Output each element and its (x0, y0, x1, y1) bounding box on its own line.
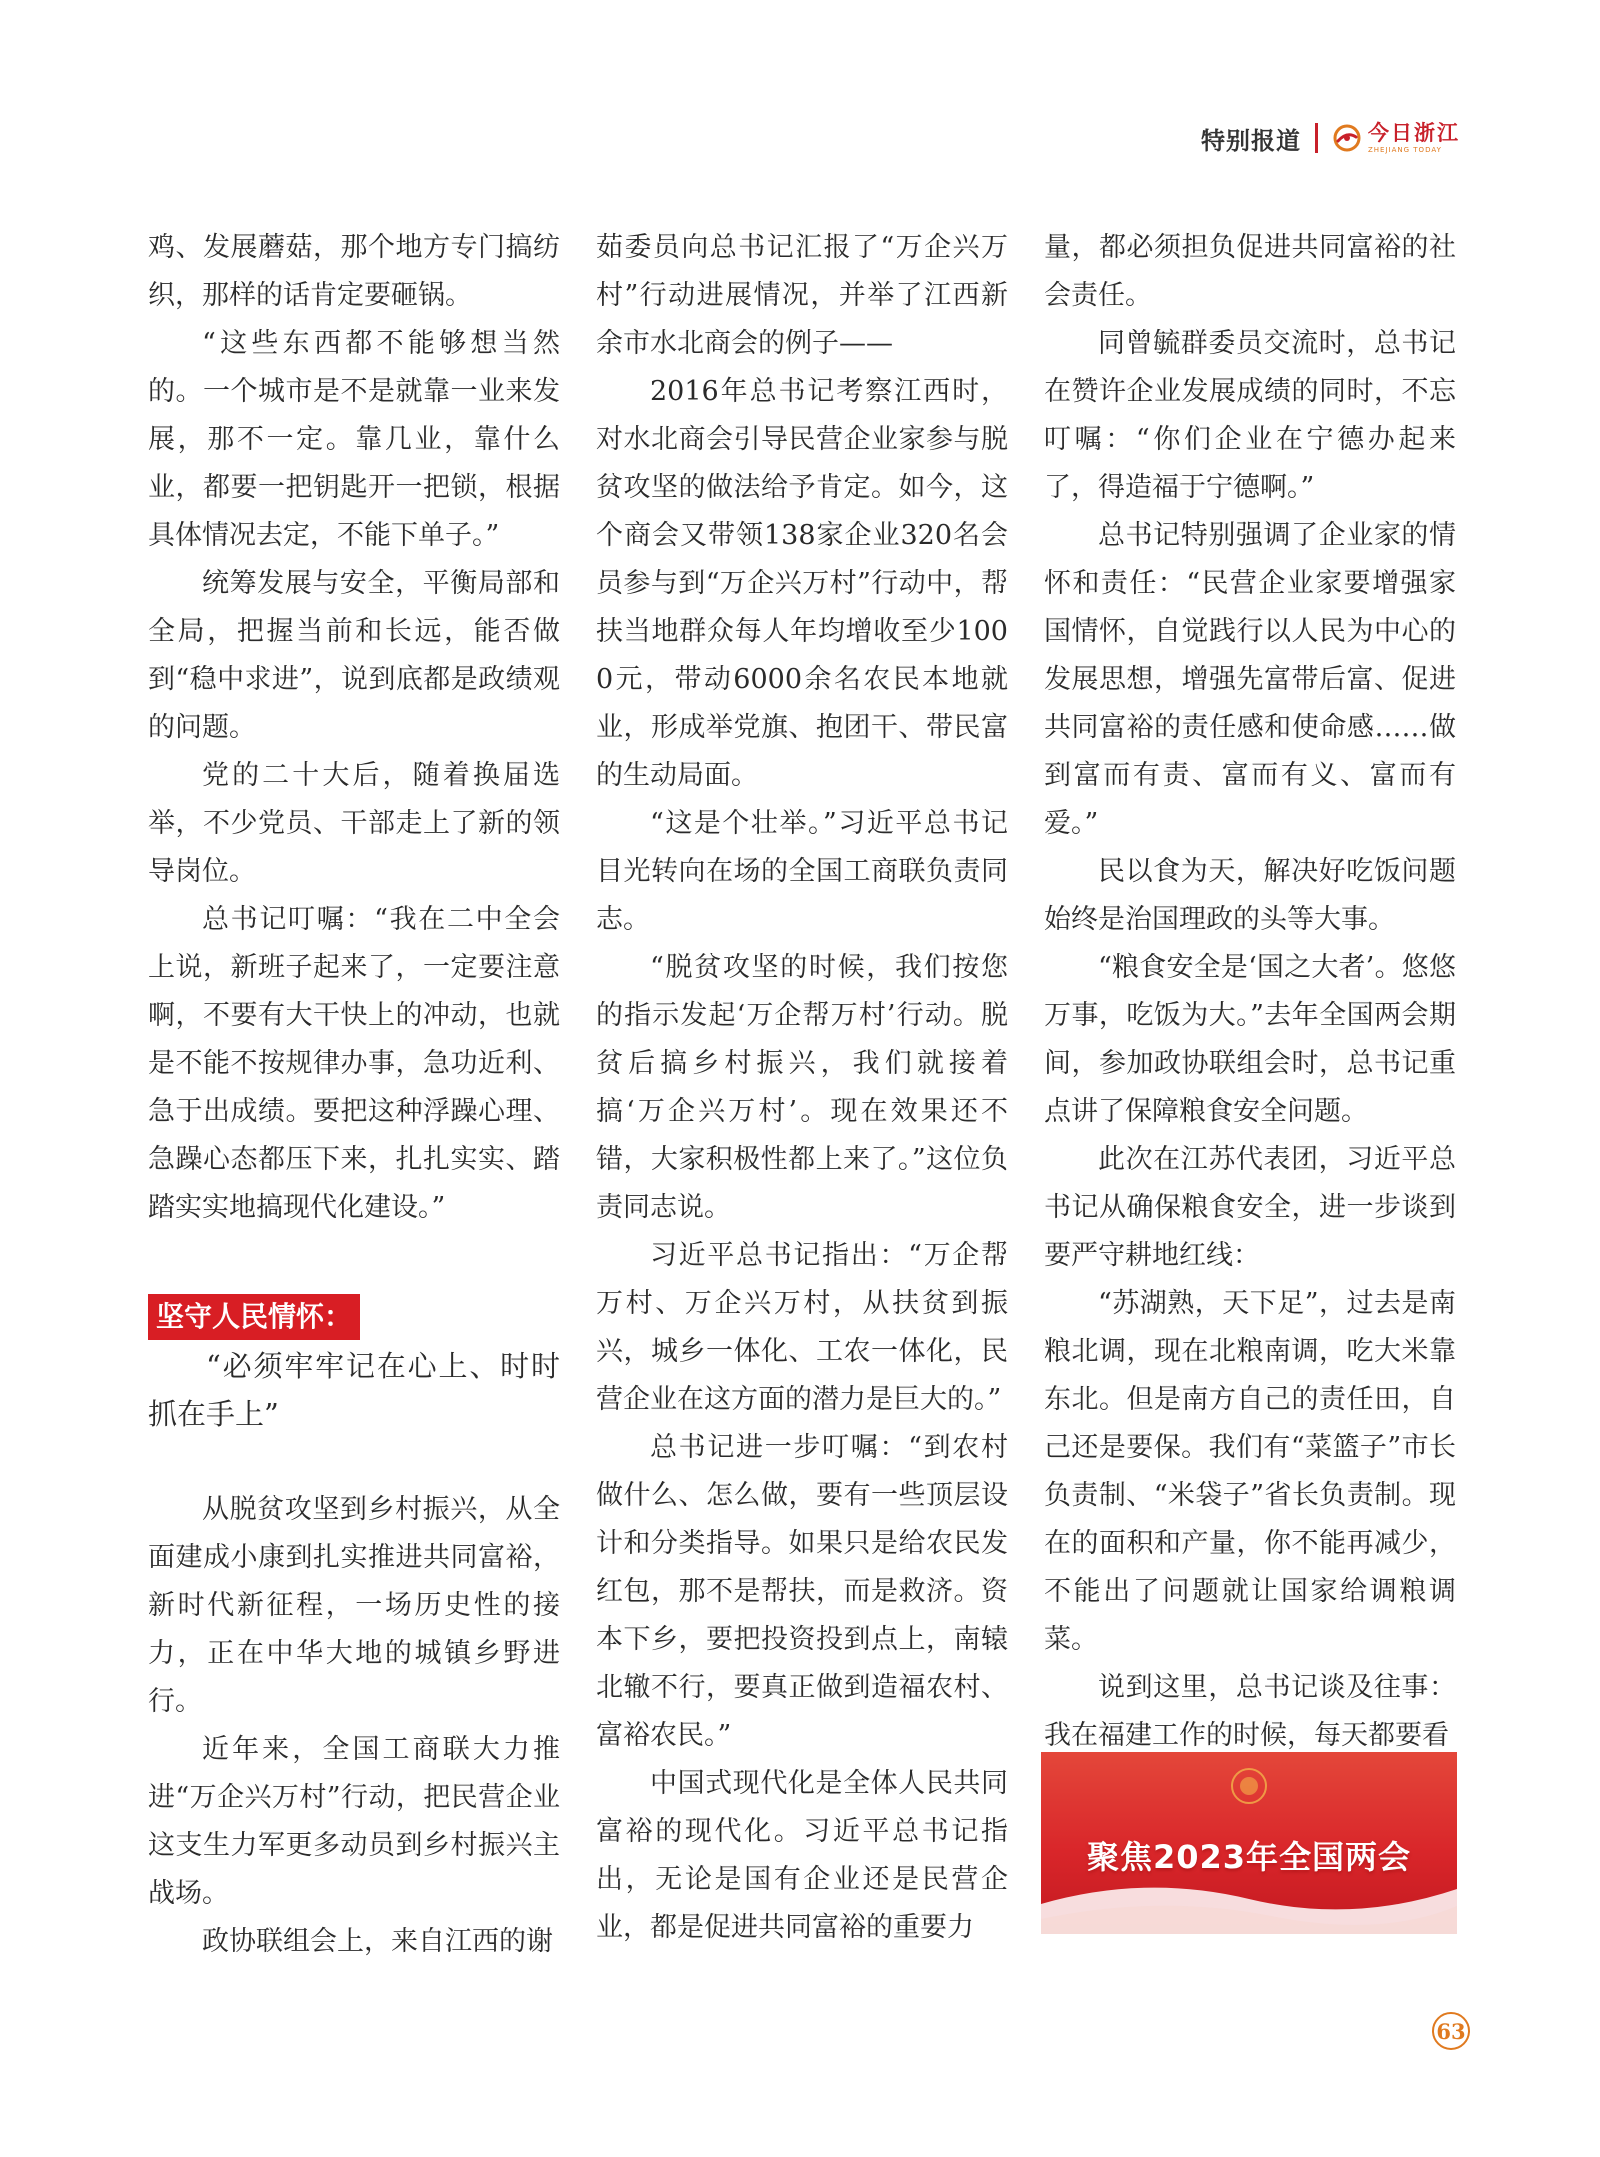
paragraph: 总书记进一步叮嘱：“到农村做什么、怎么做，要有一些顶层设计和分类指导。如果只是给农民发红包，那不是帮扶，而是救济。资本下乡，要把投资投到点上，南辕北辙不行，要真正做到造福农村、富裕农民。” (596, 1432, 1008, 1751)
logo-swirl-icon (1332, 123, 1362, 153)
paragraph: 茹委员向总书记汇报了“万企兴万村”行动进展情况，并举了江西新余市水北商会的例子—— (596, 232, 1008, 359)
paragraph: “这是个壮举。”习近平总书记目光转向在场的全国工商联负责同志。 (596, 808, 1008, 935)
magazine-logo (1332, 120, 1460, 154)
emblem-icon (1229, 1766, 1269, 1806)
paragraph: “苏湖熟，天下足”，过去是南粮北调，现在北粮南调，吃大米靠东北。但是南方自己的责任田，自己还是要保。我们有“菜篮子”市长负责制、“米袋子”省长负责制。现在的面积和产量，你不能再减少，不能出了问题就让国家给调粮调菜。 (1044, 1288, 1456, 1655)
page-header (1201, 118, 1460, 158)
paragraph: “这些东西都不能够想当然的。一个城市是不是就靠一业来发展，那不一定。靠几业，靠什么业，都要一把钥匙开一把锁，根据具体情况去定，不能下单子。” (148, 328, 560, 551)
logo-text: 今日浙江 (1368, 120, 1460, 145)
paragraph: 民以食为天，解决好吃饭问题始终是治国理政的头等大事。 (1044, 856, 1456, 935)
paragraph: 习近平总书记指出：“万企帮万村、万企兴万村，从扶贫到振兴，城乡一体化、工农一体化，民营企业在这方面的潜力是巨大的。” (596, 1240, 1008, 1415)
page-number: 63 (1432, 2012, 1470, 2050)
paragraph: 从脱贫攻坚到乡村振兴，从全面建成小康到扎实推进共同富裕，新时代新征程，一场历史性的接力，正在中华大地的城镇乡野进行。 (148, 1494, 560, 1717)
section-subheading: 坚守人民情怀： (148, 1294, 360, 1340)
paragraph: 2016年总书记考察江西时，对水北商会引导民营企业家参与脱贫攻坚的做法给予肯定。如今，这个商会又带领138家企业320名会员参与到“万企兴万村”行动中，帮扶当地群众每人年均增收至少1000元，带动6000余名农民本地就业，形成举党旗、抱团干、带民富的生动局面。 (596, 376, 1008, 791)
paragraph: 说到这里，总书记谈及往事：我在福建工作的时候，每天都要看 (1044, 1672, 1456, 1751)
paragraph: 总书记特别强调了企业家的情怀和责任：“民营企业家要增强家国情怀，自觉践行以人民为中心的发展思想，增强先富带后富、促进共同富裕的责任感和使命感……做到富而有责、富而有义、富而有爱。” (1044, 520, 1456, 839)
paragraph: “脱贫攻坚的时候，我们按您的指示发起‘万企帮万村’行动。脱贫后搞乡村振兴，我们就接着搞‘万企兴万村’。现在效果还不错，大家积极性都上来了。”这位负责同志说。 (596, 952, 1008, 1223)
banner-title: 聚焦2023年全国两会 (1086, 1838, 1412, 1876)
paragraph: 近年来，全国工商联大力推进“万企兴万村”行动，把民营企业这支生力军更多动员到乡村振兴主战场。 (148, 1734, 560, 1909)
paragraph: 量，都必须担负促进共同富裕的社会责任。 (1044, 232, 1456, 311)
column-1 (148, 224, 560, 1966)
logo-subtext: ZHEJIANG TODAY (1368, 145, 1442, 154)
two-sessions-banner (1041, 1752, 1457, 1934)
paragraph: 同曾毓群委员交流时，总书记在赞许企业发展成绩的同时，不忘叮嘱：“你们企业在宁德办起来了，得造福于宁德啊。” (1044, 328, 1456, 503)
paragraph: 政协联组会上，来自江西的谢 (202, 1926, 553, 1957)
paragraph: 党的二十大后，随着换届选举，不少党员、干部走上了新的领导岗位。 (148, 760, 560, 887)
paragraph: 总书记叮嘱：“我在二中全会上说，新班子起来了，一定要注意啊，不要有大干快上的冲动，也就是不能不按规律办事，急功近利、急于出成绩。要把这种浮躁心理、急躁心态都压下来，扎扎实实、踏踏实实地搞现代化建设。” (148, 904, 560, 1223)
header-divider (1315, 123, 1318, 153)
subheading-quote: “必须牢牢记在心上、时时抓在手上” (148, 1349, 560, 1431)
paragraph: 统筹发展与安全，平衡局部和全局，把握当前和长远，能否做到“稳中求进”，说到底都是政绩观的问题。 (148, 568, 560, 743)
section-label: 特别报道 (1201, 126, 1301, 155)
paragraph: “粮食安全是‘国之大者’。悠悠万事，吃饭为大。”去年全国两会期间，参加政协联组会时，总书记重点讲了保障粮食安全问题。 (1044, 952, 1456, 1127)
paragraph: 此次在江苏代表团，习近平总书记从确保粮食安全，进一步谈到要严守耕地红线： (1044, 1144, 1456, 1271)
paragraph: 中国式现代化是全体人民共同富裕的现代化。习近平总书记指出，无论是国有企业还是民营企业，都是促进共同富裕的重要力 (596, 1768, 1008, 1943)
paragraph: 鸡、发展蘑菇，那个地方专门搞纺织，那样的话肯定要砸锅。 (148, 232, 560, 311)
column-2 (596, 224, 1008, 1952)
column-3 (1044, 224, 1456, 1760)
